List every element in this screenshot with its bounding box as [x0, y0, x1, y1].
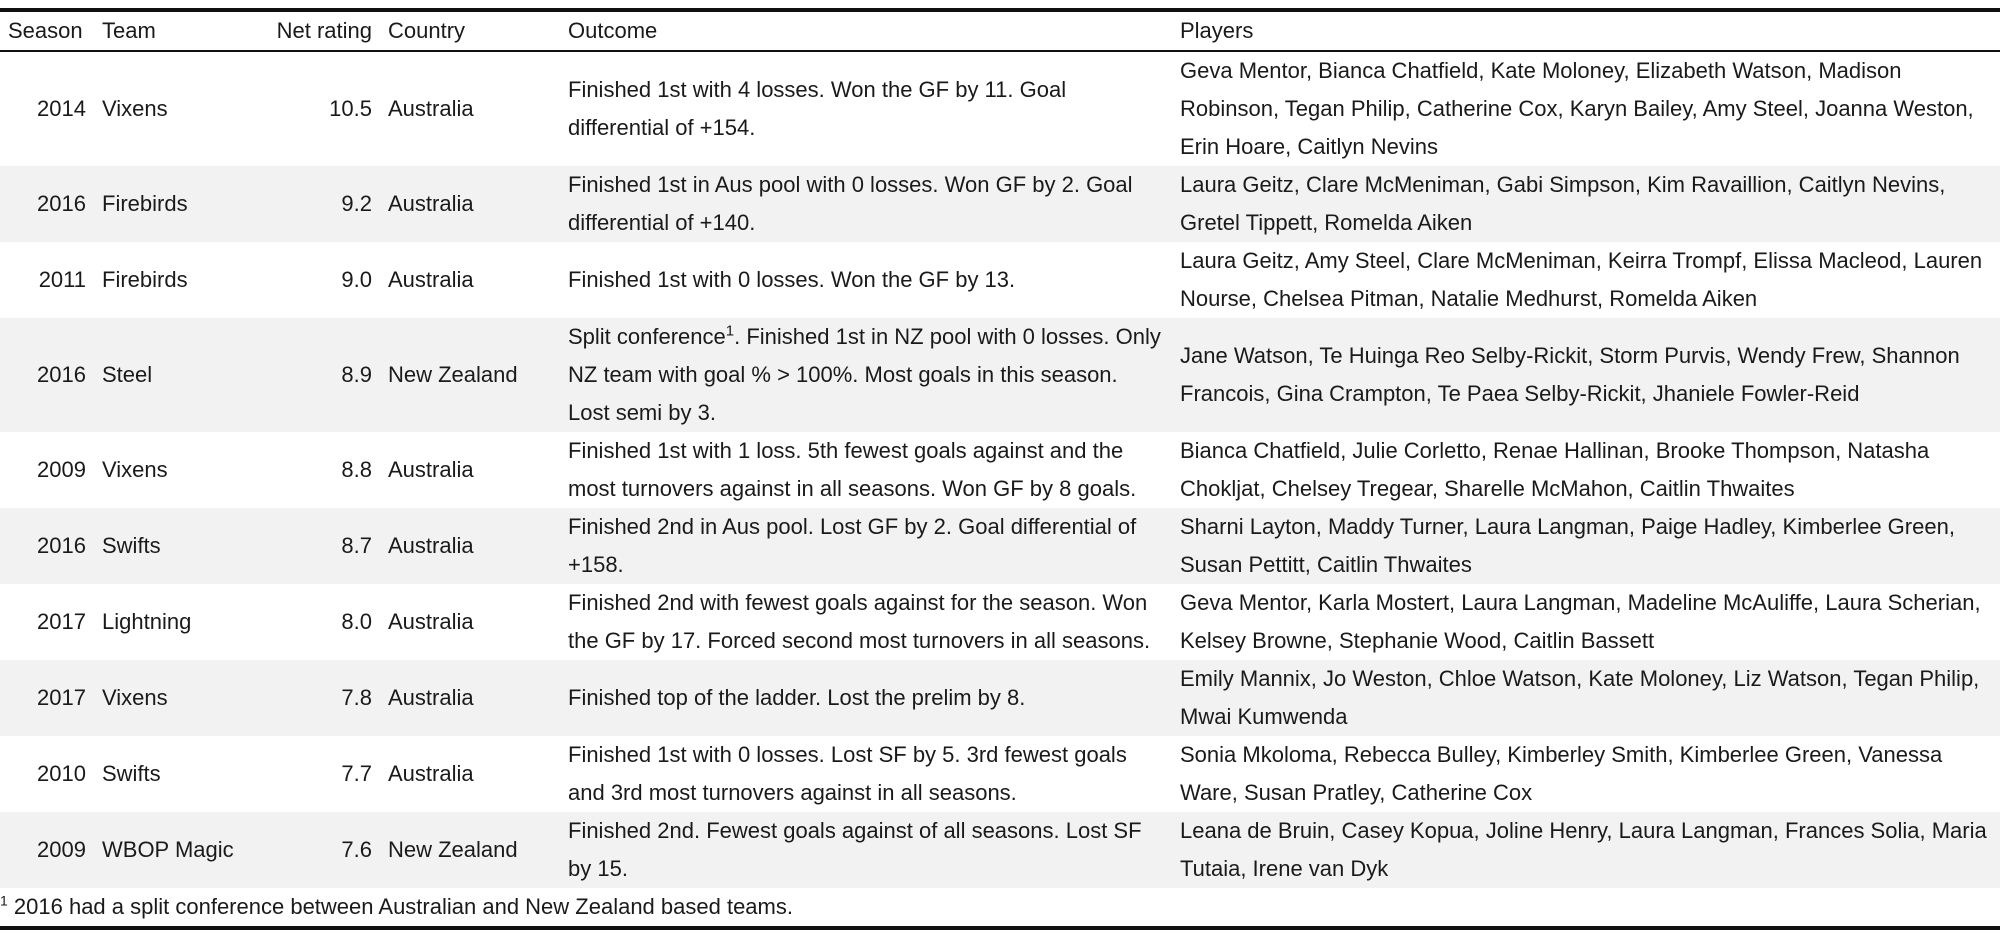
players-cell: Bianca Chatfield, Julie Corletto, Renae Hallinan, Brooke Thompson, Natasha Chokljat, Chelsey Tregear, Sharelle McMahon, Caitlin Thwaites — [1180, 438, 1930, 501]
country-cell: New Zealand — [388, 362, 518, 387]
team-cell: Lightning — [102, 609, 192, 634]
table-row — [0, 812, 2000, 888]
outcome-cell — [560, 318, 1172, 432]
season-cell: 2011 — [38, 267, 86, 292]
outcome-cell: Finished 2nd in Aus pool. Lost GF by 2. Goal differential of +158. — [568, 514, 1137, 577]
header-players: Players — [1180, 18, 1254, 43]
outcome-rest-text: . Finished 1st in NZ pool with 0 losses. Only NZ team with goal % > 100%. Most goals in this season. Lost semi by 3. — [568, 324, 1161, 425]
season-cell: 2010 — [37, 761, 86, 786]
net-rating-cell: 8.9 — [341, 362, 372, 387]
country-cell: Australia — [388, 609, 474, 634]
table-header — [0, 10, 2000, 51]
header-country: Country — [388, 18, 466, 43]
net-rating-cell: 7.7 — [341, 761, 372, 786]
season-cell: 2017 — [37, 609, 86, 634]
country-cell: Australia — [388, 533, 474, 558]
table-row — [0, 508, 2000, 584]
header-team: Team — [102, 18, 156, 43]
country-cell: Australia — [388, 96, 474, 121]
net-rating-cell: 9.2 — [341, 191, 372, 216]
season-cell: 2016 — [37, 533, 86, 558]
outcome-cell: Finished 1st with 0 losses. Won the GF by 13. — [568, 267, 1016, 292]
table-bottom-rule — [0, 926, 2000, 930]
players-cell: Geva Mentor, Karla Mostert, Laura Langman, Madeline McAuliffe, Laura Scherian, Kelsey Browne, Stephanie Wood, Caitlin Bassett — [1180, 590, 1981, 653]
players-cell: Geva Mentor, Bianca Chatfield, Kate Moloney, Elizabeth Watson, Madison Robinson, Tegan Philip, Catherine Cox, Karyn Bailey, Amy Steel, Joanna Weston, Erin Hoare, Caitlyn Nevins — [1180, 58, 1974, 159]
season-cell: 2009 — [37, 837, 86, 862]
table-row — [0, 51, 2000, 166]
table-row — [0, 318, 2000, 432]
players-cell: Jane Watson, Te Huinga Reo Selby-Rickit, Storm Purvis, Wendy Frew, Shannon Francois, Gina Crampton, Te Paea Selby-Rickit, Jhaniele Fowler-Reid — [1180, 343, 1960, 406]
outcome-cell: Finished 1st with 0 losses. Lost SF by 5. 3rd fewest goals and 3rd most turnovers against in all seasons. — [568, 742, 1127, 805]
team-cell: Vixens — [102, 457, 168, 482]
footnote-text: 2016 had a split conference between Australian and New Zealand based teams. — [7, 894, 793, 919]
team-cell: Swifts — [102, 761, 161, 786]
net-rating-table — [0, 8, 2000, 888]
net-rating-cell: 7.6 — [341, 837, 372, 862]
header-net-rating: Net rating — [276, 18, 372, 43]
table-row — [0, 660, 2000, 736]
players-cell: Leana de Bruin, Casey Kopua, Joline Henry, Laura Langman, Frances Solia, Maria Tutaia, Irene van Dyk — [1180, 818, 1987, 881]
team-cell: WBOP Magic — [102, 837, 234, 862]
team-cell: Vixens — [102, 685, 168, 710]
net-rating-cell: 10.5 — [329, 96, 372, 121]
outcome-lead-text: Split conference — [568, 324, 726, 349]
header-outcome: Outcome — [568, 18, 658, 43]
table-row — [0, 242, 2000, 318]
team-cell: Vixens — [102, 96, 168, 121]
outcome-cell: Finished 1st with 1 loss. 5th fewest goals against and the most turnovers against in all seasons. Won GF by 8 goals. — [568, 438, 1137, 501]
table-body — [0, 51, 2000, 888]
team-cell: Steel — [102, 362, 153, 387]
country-cell: New Zealand — [388, 837, 518, 862]
season-cell: 2014 — [37, 96, 86, 121]
net-rating-cell: 8.7 — [341, 533, 372, 558]
country-cell: Australia — [388, 457, 474, 482]
players-cell: Sharni Layton, Maddy Turner, Laura Langman, Paige Hadley, Kimberlee Green, Susan Pettitt, Caitlin Thwaites — [1180, 514, 1955, 577]
table-row — [0, 584, 2000, 660]
team-cell: Swifts — [102, 533, 161, 558]
country-cell: Australia — [388, 191, 474, 216]
outcome-cell: Finished 1st with 4 losses. Won the GF by 11. Goal differential of +154. — [568, 77, 1067, 140]
players-cell: Sonia Mkoloma, Rebecca Bulley, Kimberley Smith, Kimberlee Green, Vanessa Ware, Susan Pratley, Catherine Cox — [1180, 742, 1943, 805]
outcome-cell: Finished top of the ladder. Lost the prelim by 8. — [568, 685, 1026, 710]
outcome-cell: Finished 1st in Aus pool with 0 losses. Won GF by 2. Goal differential of +140. — [568, 172, 1133, 235]
table-footnote — [0, 890, 2000, 924]
table-row — [0, 166, 2000, 242]
header-season: Season — [8, 18, 83, 43]
season-cell: 2017 — [37, 685, 86, 710]
net-rating-cell: 8.0 — [341, 609, 372, 634]
team-cell: Firebirds — [102, 191, 188, 216]
net-rating-cell: 9.0 — [341, 267, 372, 292]
players-cell: Laura Geitz, Amy Steel, Clare McMeniman, Keirra Trompf, Elissa Macleod, Lauren Nourse, Chelsea Pitman, Natalie Medhurst, Romelda Aiken — [1180, 248, 1983, 311]
header-row — [0, 10, 2000, 51]
net-rating-cell: 8.8 — [341, 457, 372, 482]
footnote-mark: 1 — [0, 892, 8, 909]
country-cell: Australia — [388, 685, 474, 710]
table-row — [0, 432, 2000, 508]
season-cell: 2009 — [37, 457, 86, 482]
team-cell: Firebirds — [102, 267, 188, 292]
country-cell: Australia — [388, 267, 474, 292]
outcome-cell: Finished 2nd with fewest goals against for the season. Won the GF by 17. Forced second most turnovers in all seasons. — [568, 590, 1151, 653]
season-cell: 2016 — [37, 191, 86, 216]
table-row — [0, 736, 2000, 812]
outcome-cell: Finished 2nd. Fewest goals against of all seasons. Lost SF by 15. — [568, 818, 1142, 881]
season-cell: 2016 — [37, 362, 86, 387]
players-cell: Emily Mannix, Jo Weston, Chloe Watson, Kate Moloney, Liz Watson, Tegan Philip, Mwai Kumwenda — [1180, 666, 1980, 729]
footnote-reference-mark: 1 — [725, 322, 735, 340]
players-cell: Laura Geitz, Clare McMeniman, Gabi Simpson, Kim Ravaillion, Caitlyn Nevins, Gretel Tippett, Romelda Aiken — [1180, 172, 1946, 235]
net-rating-cell: 7.8 — [341, 685, 372, 710]
country-cell: Australia — [388, 761, 474, 786]
